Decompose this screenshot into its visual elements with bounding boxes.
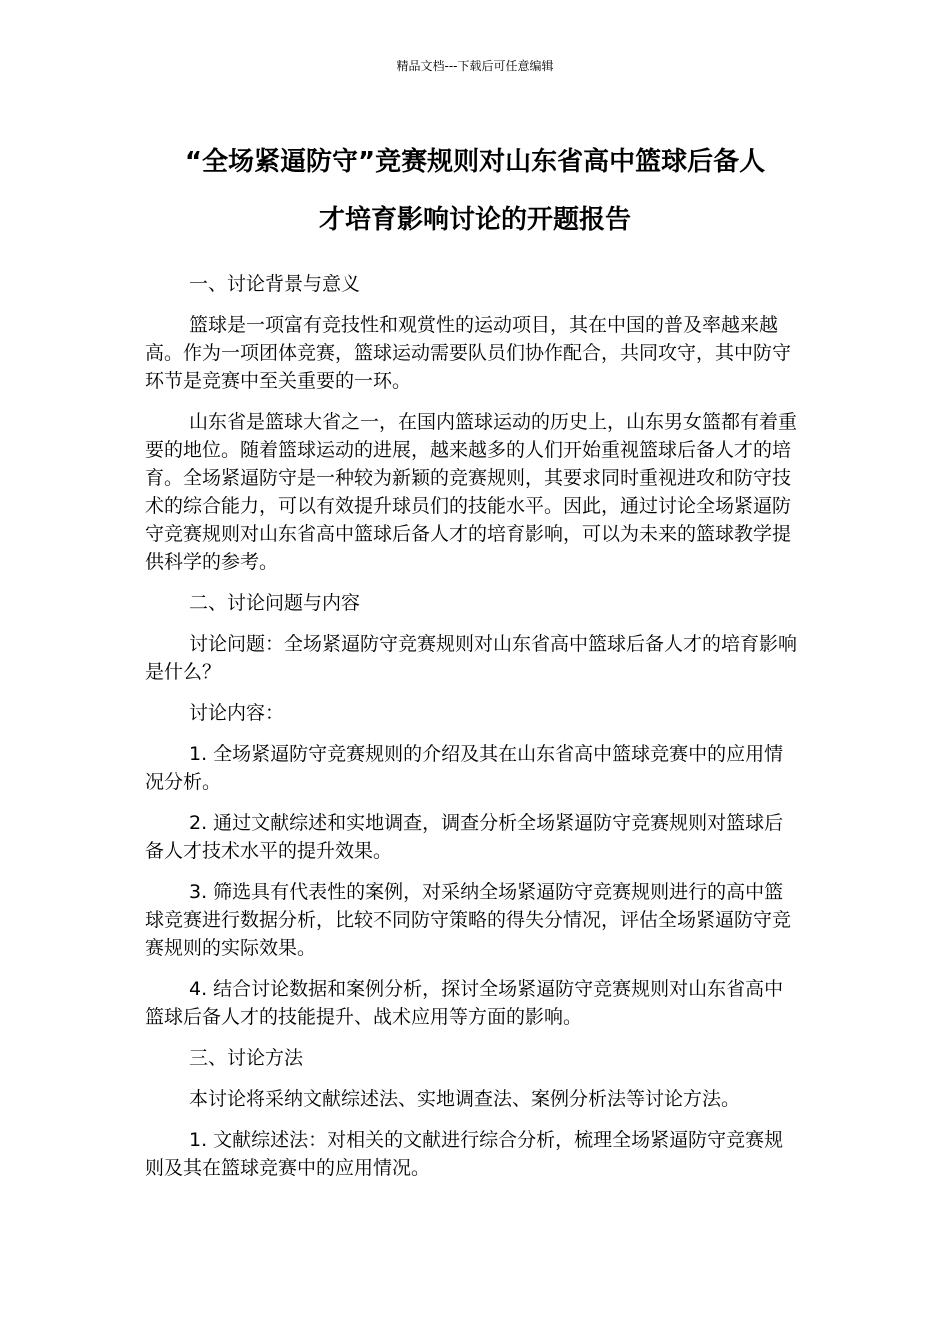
list-item-content-4: 4. 结合讨论数据和案例分析，探讨全场紧逼防守竞赛规则对山东省高中篮球后备人才的技能提升、战术应用等方面的影响。	[145, 978, 784, 1028]
section-heading-methods: 三、讨论方法	[189, 1047, 304, 1069]
section-heading-questions: 二、讨论问题与内容	[189, 592, 361, 614]
list-item-method-1: 1. 文献综述法：对相关的文献进行综合分析，梳理全场紧逼防守竞赛规则及其在篮球竞赛中的应用情况。	[145, 1129, 784, 1179]
paragraph-shandong-background: 山东省是篮球大省之一，在国内篮球运动的历史上，山东男女篮都有着重要的地位。随着篮球运动的进展，越来越多的人们开始重视篮球后备人才的培育。全场紧逼防守是一种较为新颖的竞赛规则，其要求同时重视进攻和防守技术的综合能力，可以有效提升球员们的技能水平。因此，通过讨论全场紧逼防守竞赛规则对山东省高中篮球后备人才的培育影响，可以为未来的篮球教学提供科学的参考。	[145, 411, 798, 573]
title-line-2: 才培育影响讨论的开题报告	[318, 205, 631, 235]
paragraph-basketball-intro: 篮球是一项富有竞技性和观赏性的运动项目，其在中国的普及率越来越高。作为一项团体竞赛，篮球运动需要队员们协作配合，共同攻守，其中防守环节是竞赛中至关重要的一环。	[145, 314, 792, 392]
list-item-content-3: 3. 筛选具有代表性的案例，对采纳全场紧逼防守竞赛规则进行的高中篮球竞赛进行数据分析，比较不同防守策略的得失分情况，评估全场紧逼防守竞赛规则的实际效果。	[145, 881, 792, 959]
list-item-content-2: 2. 通过文献综述和实地调查，调查分析全场紧逼防守竞赛规则对篮球后备人才技术水平的提升效果。	[145, 812, 784, 862]
section-heading-background: 一、讨论背景与意义	[189, 273, 361, 295]
list-item-content-1: 1. 全场紧逼防守竞赛规则的介绍及其在山东省高中篮球竞赛中的应用情况分析。	[145, 743, 784, 793]
paragraph-methods-summary: 本讨论将采纳文献综述法、实地调查法、案例分析法等讨论方法。	[189, 1088, 741, 1110]
paragraph-content-label: 讨论内容：	[189, 702, 285, 724]
title-line-1: “全场紧逼防守”竞赛规则对山东省高中篮球后备人	[184, 147, 766, 177]
document-title	[140, 133, 810, 249]
document-body	[145, 270, 800, 1195]
header-note: 精品文档---下载后可任意编辑	[396, 59, 554, 73]
paragraph-research-question: 讨论问题：全场紧逼防守竞赛规则对山东省高中篮球后备人才的培育影响是什么？	[145, 633, 798, 683]
